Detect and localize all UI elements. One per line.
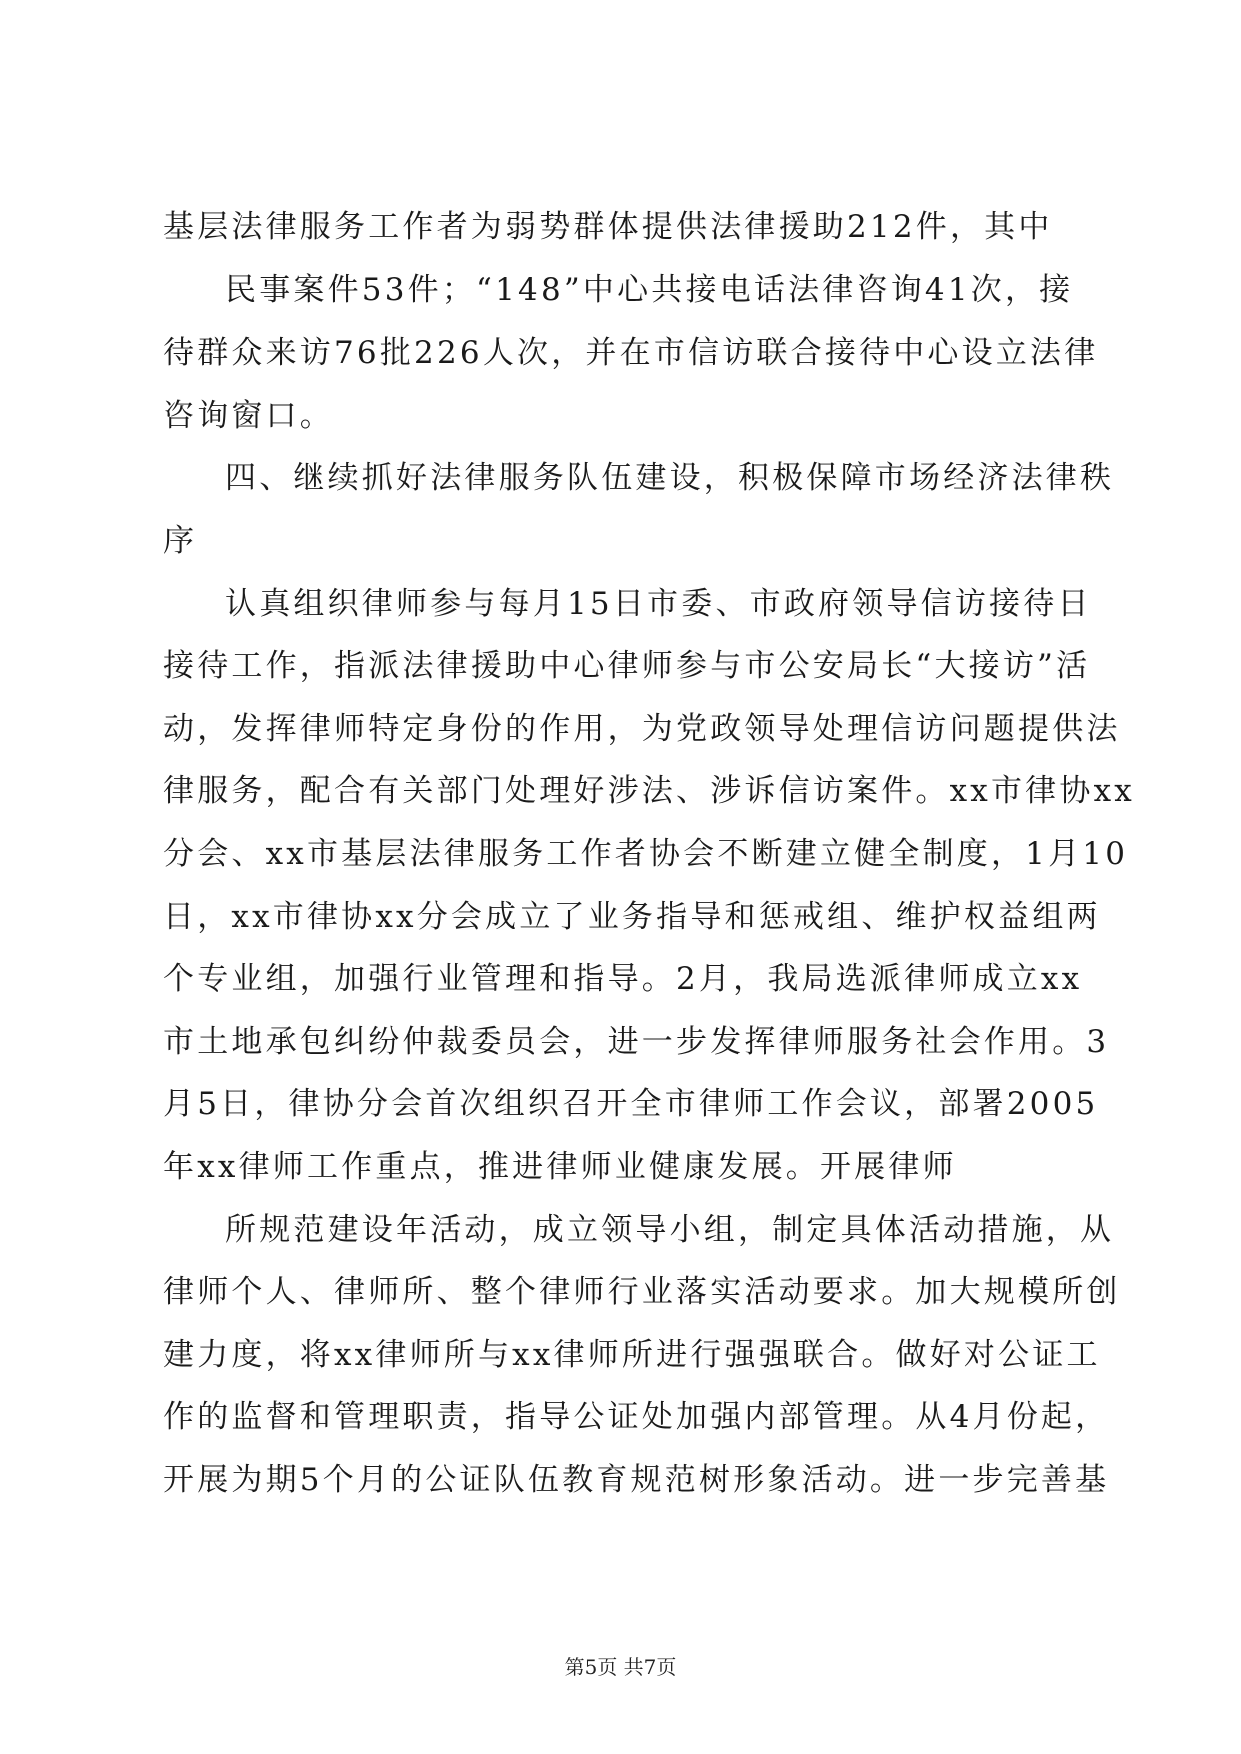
text-line: 接待工作，指派法律援助中心律师参与市公安局长“大接访”活 [163,648,1091,684]
text-line: 作的监督和管理职责，指导公证处加强内部管理。从4月份起， [163,1399,1110,1435]
text-line: 律服务，配合有关部门处理好涉法、涉诉信访案件。xx市律协xx [163,773,1135,809]
text-line: 个专业组，加强行业管理和指导。2月，我局选派律师成立xx [163,961,1083,997]
text-line: 所规范建设年活动，成立领导小组，制定具体活动措施，从 [225,1212,1115,1248]
page-number-footer: 第5页 共7页 [564,1655,677,1679]
text-line: 咨询窗口。 [163,398,334,434]
text-line: 基层法律服务工作者为弱势群体提供法律援助212件，其中 [163,209,1053,245]
text-line: 月5日，律协分会首次组织召开全市律师工作会议，部署2005 [163,1086,1099,1122]
text-line: 市土地承包纠纷仲裁委员会，进一步发挥律师服务社会作用。3 [163,1024,1110,1060]
text-line: 年xx律师工作重点，推进律师业健康发展。开展律师 [163,1149,957,1185]
text-line: 分会、xx市基层法律服务工作者协会不断建立健全制度，1月10 [163,836,1129,872]
text-line: 日，xx市律协xx分会成立了业务指导和惩戒组、维护权益组两 [163,899,1101,935]
section-heading-continued: 序 [163,523,198,559]
text-line: 认真组织律师参与每月15日市委、市政府领导信访接待日 [225,586,1092,622]
text-line: 待群众来访76批226人次，并在市信访联合接待中心设立法律 [163,335,1099,371]
text-line: 建力度，将xx律师所与xx律师所进行强强联合。做好对公证工 [163,1337,1101,1373]
text-line: 民事案件53件；“148”中心共接电话法律咨询41次，接 [225,272,1074,308]
text-line: 开展为期5个月的公证队伍教育规范树形象活动。进一步完善基 [163,1462,1110,1498]
text-line: 动，发挥律师特定身份的作用，为党政领导处理信访问题提供法 [163,711,1121,747]
text-line: 律师个人、律师所、整个律师行业落实活动要求。加大规模所创 [163,1274,1121,1310]
section-heading: 四、继续抓好法律服务队伍建设，积极保障市场经济法律秩 [225,460,1115,496]
